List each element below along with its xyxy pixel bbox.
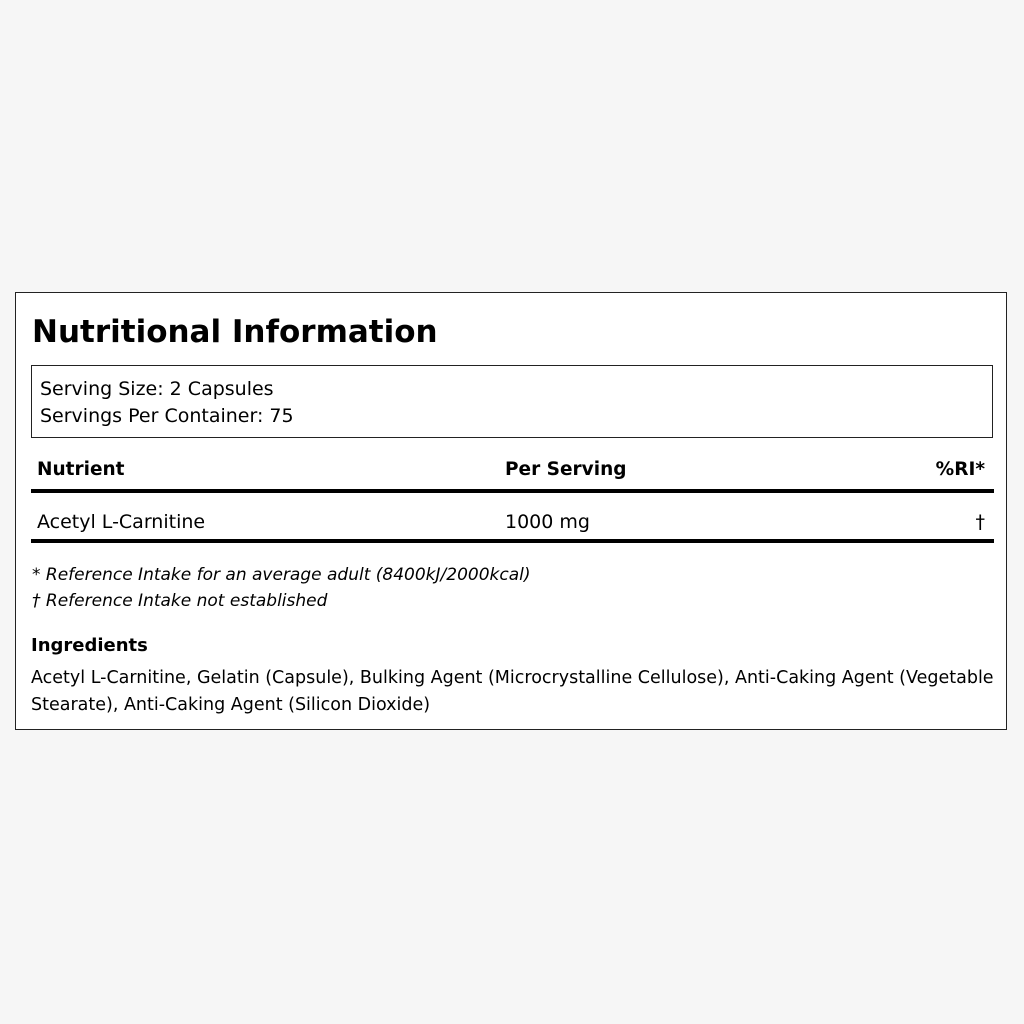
header-ri: %RI* — [935, 459, 985, 480]
header-per-serving: Per Serving — [505, 459, 627, 480]
page-title: Nutritional Information — [32, 314, 438, 350]
row-nutrient-name: Acetyl L-Carnitine — [37, 511, 206, 533]
table-bottom-rule — [31, 539, 994, 543]
serving-info-box — [31, 365, 993, 438]
serving-size: Serving Size: 2 Capsules — [40, 378, 274, 400]
table-header-rule — [31, 489, 994, 493]
footnote-not-established: † Reference Intake not established — [32, 591, 328, 611]
header-nutrient: Nutrient — [37, 459, 125, 480]
ingredients-heading: Ingredients — [31, 635, 148, 656]
nutrition-panel — [15, 292, 1007, 730]
ingredients-text: Acetyl L-Carnitine, Gelatin (Capsule), Bulking Agent (Microcrystalline Cellulose), Anti-Caking Agent (Vegetable Stearate), Anti-Caking Agent (Silicon Dioxide) — [31, 668, 994, 715]
footnote-reference-intake: * Reference Intake for an average adult (8400kJ/2000kcal) — [32, 565, 531, 585]
servings-per-container: Servings Per Container: 75 — [40, 405, 294, 427]
row-ri-value: † — [975, 511, 985, 533]
row-per-serving-value: 1000 mg — [505, 511, 590, 533]
